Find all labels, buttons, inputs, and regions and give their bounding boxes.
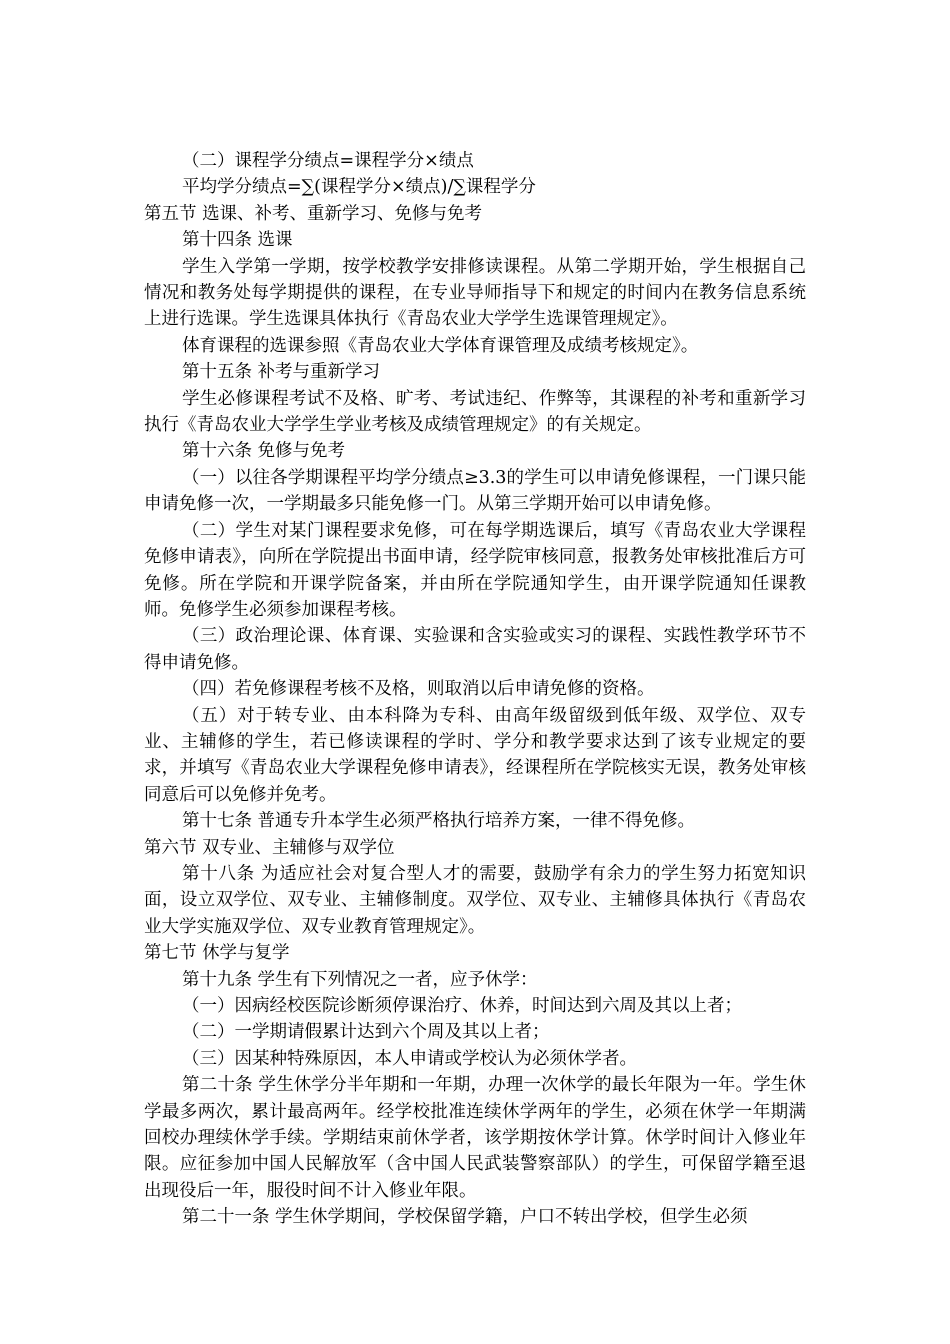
article-heading: 第十四条 选课 <box>182 230 293 251</box>
paragraph: 平均学分绩点=∑(课程学分×绩点)/∑课程学分 <box>182 177 536 198</box>
paragraph: 学生入学第一学期，按学校教学安排修读课程。从第二学期开始，学生根据自己情况和教务处每学期提供的课程，在专业导师指导下和规定的时间内在教务信息系统上进行选课。学生选课具体执行《青岛农业大学学生选课管理规定》。 <box>144 256 806 330</box>
article-heading: 第十六条 免修与免考 <box>182 441 346 462</box>
paragraph: （二）课程学分绩点=课程学分×绩点 <box>182 151 474 171</box>
paragraph: （一）以往各学期课程平均学分绩点≥3.3的学生可以申请免修课程，一门课只能申请免修一次，一学期最多只能免修一门。从第三学期开始可以申请免修。 <box>144 467 806 515</box>
section-heading: 第五节 选课、补考、重新学习、免修与免考 <box>144 203 483 224</box>
section-heading: 第七节 休学与复学 <box>144 943 290 964</box>
list-item: （一）因病经校医院诊断须停课治疗、休养，时间达到六周及其以上者； <box>182 996 742 1016</box>
list-item: （三）因某种特殊原因，本人申请或学校认为必须休学者。 <box>182 1048 637 1069</box>
paragraph: 第二十一条 学生休学期间，学校保留学籍，户口不转出学校，但学生必须 <box>182 1207 748 1228</box>
section-heading: 第六节 双专业、主辅修与双学位 <box>144 837 395 858</box>
paragraph: 体育课程的选课参照《青岛农业大学体育课管理及成绩考核规定》。 <box>182 335 699 356</box>
article-heading: 第十五条 补考与重新学习 <box>182 362 381 383</box>
paragraph: 学生必修课程考试不及格、旷考、考试违纪、作弊等，其课程的补考和重新学习执行《青岛农业大学学生学业考核及成绩管理规定》的有关规定。 <box>144 388 806 436</box>
paragraph: 第十九条 学生有下列情况之一者，应予休学： <box>182 969 538 990</box>
paragraph: 第十七条 普通专升本学生必须严格执行培养方案，一律不得免修。 <box>182 811 696 832</box>
paragraph: （二）学生对某门课程要求免修，可在每学期选课后，填写《青岛农业大学课程免修申请表》，向所在学院提出书面申请，经学院审核同意，报教务处审核批准后方可免修。所在学院和开课学院备案，并由所在学院通知学生，由开课学院通知任课教师。免修学生必须参加课程考核。 <box>144 520 806 620</box>
paragraph: （三）政治理论课、体育课、实验课和含实验或实习的课程、实践性教学环节不得申请免修。 <box>144 626 806 673</box>
document-body <box>144 148 806 1231</box>
paragraph: （五）对于转专业、由本科降为专科、由高年级留级到低年级、双学位、双专业、主辅修的学生，若已修读课程的学时、学分和教学要求达到了该专业规定的要求，并填写《青岛农业大学课程免修申请表》，经课程所在学院核实无误，教务处审核同意后可以免修并免考。 <box>144 705 806 805</box>
paragraph: （四）若免修课程考核不及格，则取消以后申请免修的资格。 <box>182 679 655 700</box>
list-item: （二）一学期请假累计达到六个周及其以上者； <box>182 1022 550 1043</box>
paragraph: 第十八条 为适应社会对复合型人才的需要，鼓励学有余力的学生努力拓宽知识面，设立双学位、双专业、主辅修制度。双学位、双专业、主辅修具体执行《青岛农业大学实施双学位、双专业教育管理规定》。 <box>144 863 806 937</box>
paragraph: 第二十条 学生休学分半年期和一年期，办理一次休学的最长年限为一年。学生休学最多两次，累计最高两年。经学校批准连续休学两年的学生，必须在休学一年期满回校办理续休学手续。学期结束前休学者，该学期按休学计算。休学时间计入修业年限。应征参加中国人民解放军（含中国人民武装警察部队）的学生，可保留学籍至退出现役后一年，服役时间不计入修业年限。 <box>144 1075 806 1201</box>
